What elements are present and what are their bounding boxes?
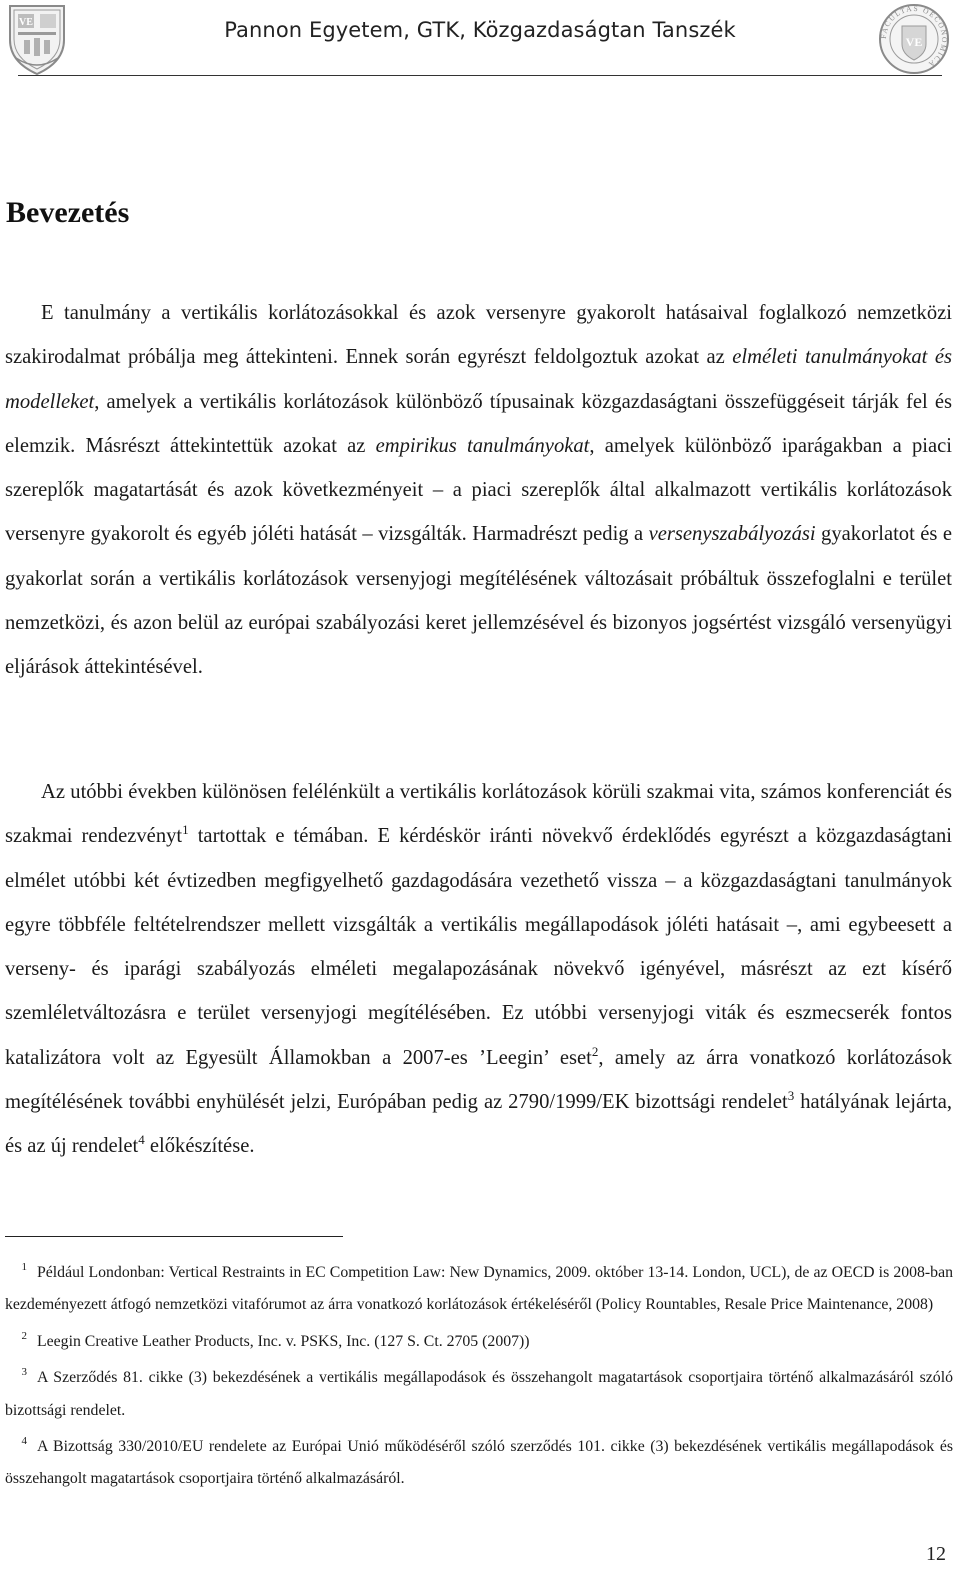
- footnote-separator: [5, 1236, 343, 1237]
- section-heading: Bevezetés: [6, 196, 130, 229]
- paragraph-text: , amelyek a vertikális korlátozások különböző típusainak közgazdaságtani összefüggéseit tárják fel és elemzik. Másrészt áttekintettük azokat az: [5, 390, 952, 457]
- footnotes: [5, 1257, 953, 1500]
- svg-text:VE: VE: [905, 35, 923, 49]
- intro-paragraph-2: [5, 770, 952, 1169]
- paragraph-text: , amely az árra vonatkozó korlátozások megítélésének további enyhülését jelzi, Európában pedig az 2790/1999/EK bizottsági rendelet: [5, 1046, 952, 1114]
- page-number: 12: [926, 1543, 946, 1565]
- faculty-seal-logo: [876, 2, 952, 76]
- paragraph-text: hatályának lejárta, és az új rendelet: [5, 1091, 952, 1158]
- svg-text:VE: VE: [19, 17, 33, 28]
- footnote-ref-2[interactable]: 2: [591, 1043, 599, 1059]
- footnote-3: 3 A Szerződés 81. cikke (3) bekezdésének a vertikális megállapodások és összehangolt magatartások csoportjaira történő alkalmazásáról szóló bizottsági rendelet.: [5, 1366, 953, 1419]
- footnote-text: Leegin Creative Leather Products, Inc. v. PSKS, Inc. (127 S. Ct. 2705 (2007)): [37, 1332, 530, 1350]
- paragraph-text: tartottak e témában. E kérdéskör iránti növekvő érdeklődés egyrészt a közgazdaságtani elmélet utóbbi két évtizedben megfigyelhető gazdagodására vezethető vissza – a közgazdaságtani tanulmányok egyre többféle feltételrendszer mellett vizsgálták a vertikális megállapodások jóléti hatásait –, ami egybeesett a verseny- és iparági szabályozás elméleti megalapozásának növekvő igényével, másrészt az ezt kísérő szemléletváltozásra e terület versenyjogi megítélésében. Ez utóbbi versenyjogi viták és eszmecserék fontos katalizátora volt az Egyesült Államokban a 2007-es ’Leegin’ eset: [5, 825, 953, 1069]
- footnote-4: 4 A Bizottság 330/2010/EU rendelete az Európai Unió működéséről szóló szerződés 101. cikke (3) bekezdésének vertikális megállapodások és összehangolt magatartások csoportjaira történő alkalmazásáról.: [5, 1435, 953, 1488]
- paragraph-text: Az utóbbi években különösen felélénkült a vertikális korlátozások körüli szakmai vita, számos konferenciát és szakmai rendezvényt: [5, 781, 952, 848]
- footnote-text: A Szerződés 81. cikke (3) bekezdésének a vertikális megállapodások és összehangolt magatartások csoportjaira történő alkalmazásáról szóló bizottsági rendelet.: [5, 1369, 953, 1419]
- paragraph-text: , amelyek különböző iparágakban a piaci szereplők magatartását és azok következményeit – a piaci szereplők által alkalmazott vertikális korlátozások versenyre gyakorolt és egyéb jóléti hatását – vizsgálták. Harmadrészt pedig a: [5, 434, 952, 546]
- emphasis-text: versenyszabályozási: [648, 523, 816, 546]
- page-header: [0, 0, 960, 80]
- footnote-ref-4[interactable]: 4: [138, 1132, 145, 1148]
- emphasis-text: elméleti tanulmányokat és modelleket: [5, 346, 952, 413]
- footnote-ref-1[interactable]: 1: [182, 822, 189, 838]
- emphasis-text: empirikus tanulmányokat: [375, 434, 590, 457]
- paragraph-text: előkészítése.: [144, 1135, 255, 1158]
- footnote-text: A Bizottság 330/2010/EU rendelete az Európai Unió működéséről szóló szerződés 101. cikke (3) bekezdésének vertikális megállapodások és összehangolt magatartások csoportjaira történő alkalmazásáról.: [5, 1438, 953, 1488]
- footnote-ref-3[interactable]: 3: [787, 1088, 795, 1104]
- footnote-text: Például Londonban: Vertical Restraints in EC Competition Law: New Dynamics, 2009. október 13-14. London, UCL), de az OECD is 2008-ban kezdeményezett átfogó nemzetközi vitafórumot az árra vonatkozó korlátozások értékeléséről (Policy Rountables, Resale Price Maintenance, 2008): [5, 1264, 953, 1314]
- seal-lettering: FACULTAS OECONOMICA: [878, 3, 950, 70]
- paragraph-text: E tanulmány a vertikális korlátozásokkal és azok versenyre gyakorolt hatásaival foglalkozó nemzetközi szakirodalmat próbálja meg áttekinteni. Ennek során egyrészt feldolgoztuk azokat az: [5, 302, 952, 369]
- header-title: Pannon Egyetem, GTK, Közgazdaságtan Tanszék: [224, 18, 736, 42]
- header-divider: [18, 75, 942, 76]
- paragraph-text: gyakorlatot és e gyakorlat során a vertikális korlátozások versenyjogi megítélésének változásait próbáltuk összefoglalni e terület nemzetközi, és azon belül az európai szabályozási keret jellemzésével és bizonyos jogsértést vizsgáló versenyügyi eljárások áttekintésével.: [5, 523, 952, 679]
- intro-paragraph-1: [5, 291, 952, 690]
- footnote-1: 1 Például Londonban: Vertical Restraints in EC Competition Law: New Dynamics, 2009. október 13-14. London, UCL), de az OECD is 2008-ban kezdeményezett átfogó nemzetközi vitafórumot az árra vonatkozó korlátozások értékeléséről (Policy Rountables, Resale Price Maintenance, 2008): [5, 1261, 953, 1314]
- footnote-2: 2 Leegin Creative Leather Products, Inc. v. PSKS, Inc. (127 S. Ct. 2705 (2007)): [21, 1329, 530, 1350]
